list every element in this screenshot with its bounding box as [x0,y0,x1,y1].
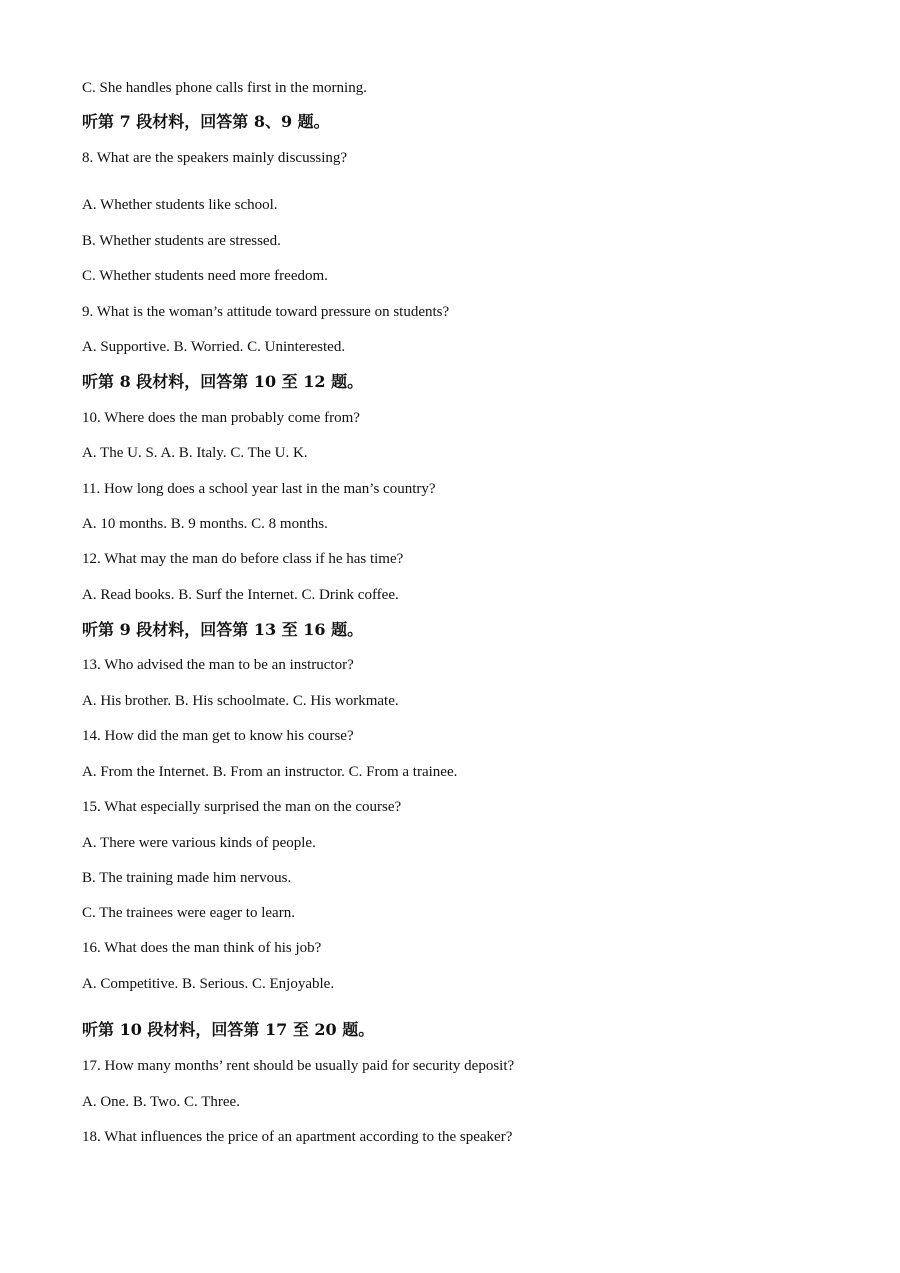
question-line: 17. How many months’ rent should be usually paid for security deposit? [82,1058,515,1074]
option-line: C. She handles phone calls first in the morning. [82,80,367,96]
option-line: A. There were various kinds of people. [82,835,316,851]
section-heading: 听第 8 段材料，回答第 10 至 12 题。 [82,372,364,391]
question-line: 10. Where does the man probably come from? [82,410,360,426]
option-line: A. One. B. Two. C. Three. [82,1094,240,1110]
option-line: A. Supportive. B. Worried. C. Uninterested. [82,339,346,355]
option-line: A. His brother. B. His schoolmate. C. His workmate. [82,693,399,709]
section-heading: 听第 7 段材料，回答第 8、9 题。 [82,112,330,131]
question-line: 16. What does the man think of his job? [82,940,322,956]
option-line: A. Competitive. B. Serious. C. Enjoyable. [82,976,335,992]
option-line: A. Whether students like school. [82,197,278,213]
question-line: 12. What may the man do before class if he has time? [82,551,404,567]
section-heading: 听第 10 段材料，回答第 17 至 20 题。 [82,1020,375,1039]
option-line: C. Whether students need more freedom. [82,268,328,284]
question-line: 15. What especially surprised the man on the course? [82,799,402,815]
question-line: 8. What are the speakers mainly discussing? [82,150,348,166]
question-line: 13. Who advised the man to be an instructor? [82,657,354,673]
option-line: A. The U. S. A. B. Italy. C. The U. K. [82,445,308,461]
section-heading: 听第 9 段材料，回答第 13 至 16 题。 [82,620,364,639]
option-line: B. The training made him nervous. [82,870,292,886]
option-line: A. Read books. B. Surf the Internet. C. Drink coffee. [82,587,399,603]
option-line: A. From the Internet. B. From an instructor. C. From a trainee. [82,764,458,780]
question-line: 9. What is the woman’s attitude toward pressure on students? [82,304,450,320]
option-line: C. The trainees were eager to learn. [82,905,295,921]
question-line: 11. How long does a school year last in the man’s country? [82,481,436,497]
question-line: 14. How did the man get to know his course? [82,728,354,744]
option-line: A. 10 months. B. 9 months. C. 8 months. [82,516,328,532]
option-line: B. Whether students are stressed. [82,233,281,249]
question-line: 18. What influences the price of an apartment according to the speaker? [82,1129,513,1145]
